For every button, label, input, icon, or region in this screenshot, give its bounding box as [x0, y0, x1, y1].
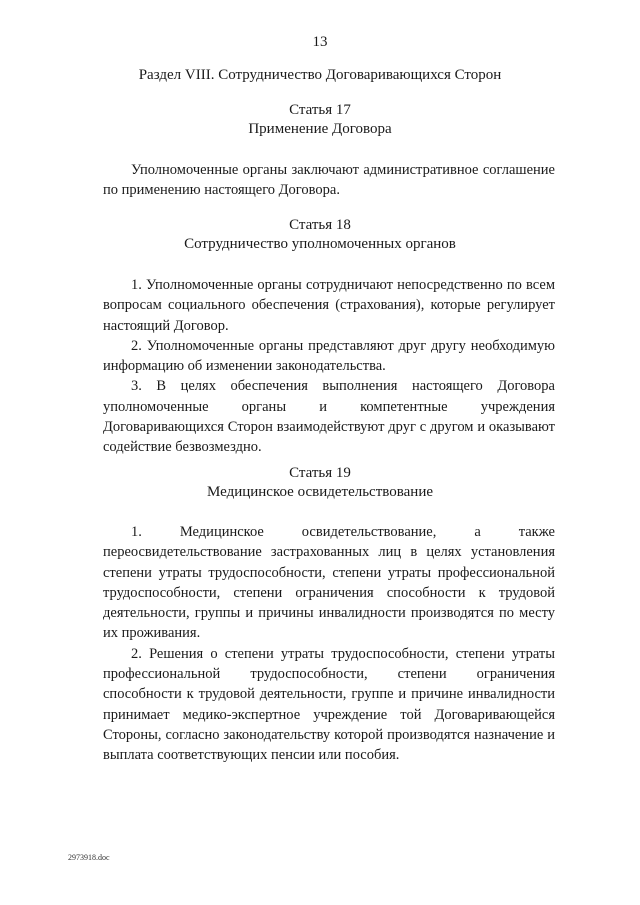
article-19-paragraph-2: 2. Решения о степени утраты трудоспособности, степени утраты профессиональной трудоспособности, степени ограничения способности к трудовой деятельности, группе и причине инвалидности принимает медико-экспертное учреждение той Договаривающейся Стороны, согласно законодательству которой производятся назначение и выплата соответствующих пенсии или пособия.: [103, 645, 555, 764]
footer-file-code: 2973918.doc: [68, 853, 110, 862]
article-19-title: Медицинское освидетельствование: [206, 484, 434, 500]
article-17-number: Статья 17: [289, 102, 351, 118]
section-title: Раздел VIII. Сотрудничество Договаривающихся Сторон: [138, 67, 502, 83]
article-17-paragraph-1: Уполномоченные органы заключают административное соглашение по применению настоящего Договора.: [103, 162, 555, 199]
article-18-title: Сотрудничество уполномоченных органов: [184, 236, 456, 252]
article-18-body: [103, 275, 555, 458]
article-19-number: Статья 19: [289, 465, 351, 481]
article-19-paragraph-1: 1. Медицинское освидетельствование, а также переосвидетельствование застрахованных лиц в целях установления степени утраты трудоспособности, степени утраты профессиональной трудоспособности, степени ограничения способности к трудовой деятельности, группы и причины инвалидности производятся по месту их проживания.: [103, 524, 555, 642]
article-17-title: Применение Договора: [248, 121, 392, 137]
article-17-heading: [0, 101, 640, 139]
article-19-body: [103, 522, 555, 766]
article-17-body: [103, 160, 555, 201]
article-18-heading: [0, 216, 640, 254]
article-19-heading: [0, 464, 640, 502]
article-18-paragraph-3: 3. В целях обеспечения выполнения настоящего Договора уполномоченные органы и компетентные учреждения Договаривающихся Сторон взаимодействуют друг с другом и оказывают содействие безвозмездно.: [103, 378, 555, 456]
article-18-paragraph-2: 2. Уполномоченные органы представляют друг другу необходимую информацию об изменении законодательства.: [103, 337, 555, 375]
page-number: 13: [312, 34, 328, 50]
article-18-paragraph-1: 1. Уполномоченные органы сотрудничают непосредственно по всем вопросам социального обеспечения (страхования), которые регулирует настоящий Договор.: [103, 277, 555, 334]
article-18-number: Статья 18: [289, 217, 351, 233]
